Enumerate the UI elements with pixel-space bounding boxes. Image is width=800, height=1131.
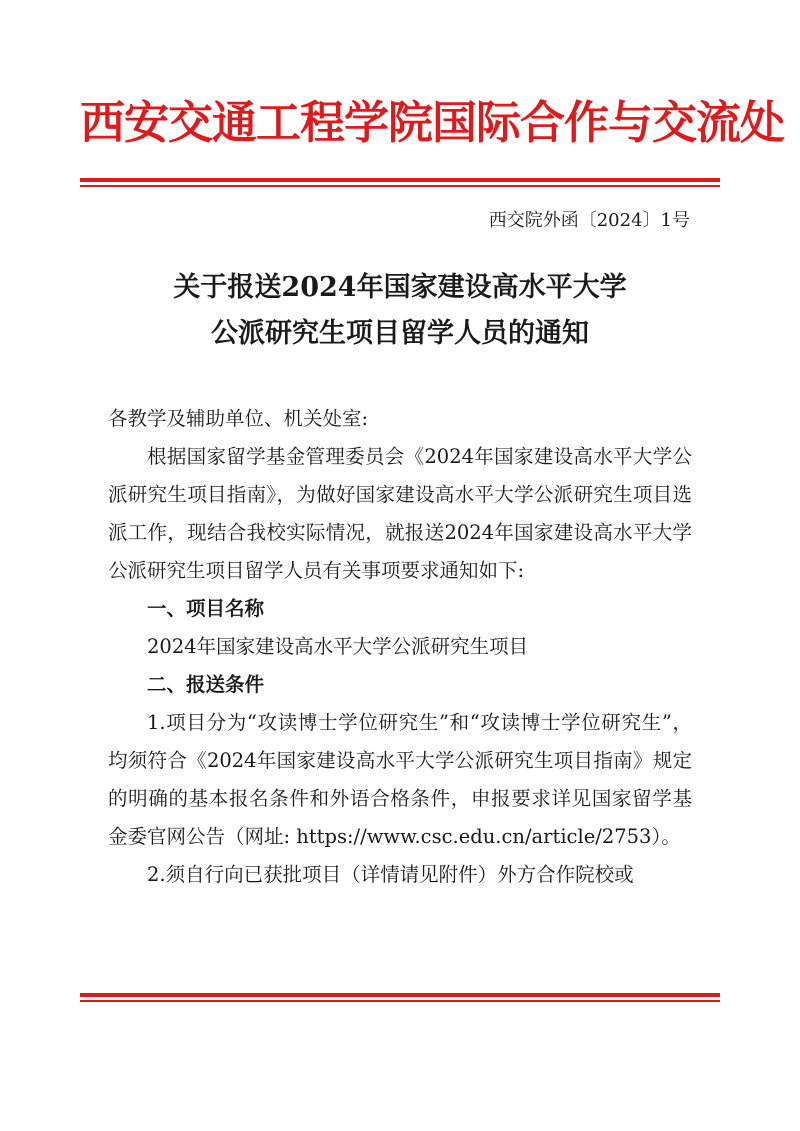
- document-title-line-1: 关于报送2024年国家建设高水平大学: [173, 272, 627, 303]
- salutation: 各教学及辅助单位、机关处室:: [108, 407, 369, 430]
- header-red-rule-thick: [80, 178, 720, 182]
- document-title-line-2: 公派研究生项目留学人员的通知: [211, 318, 589, 349]
- project-name-text: 2024年国家建设高水平大学公派研究生项目: [147, 635, 529, 658]
- letterhead-org-name: 西安交通工程学院国际合作与交流处: [80, 96, 785, 149]
- section-heading-conditions: 二、报送条件: [147, 673, 265, 696]
- footer-red-rule-thin: [80, 1000, 720, 1002]
- intro-paragraph: 根据国家留学基金管理委员会《2024年国家建设高水平大学公派研究生项目指南》，为做好国家建设高水平大学公派研究生项目选派工作，现结合我校实际情况，就报送2024年国家建设高水平大学公派研究生项目留学人员有关事项要求通知如下:: [108, 445, 692, 582]
- condition-item-2: 2.须自行向已获批项目（详情请见附件）外方合作院校或: [147, 863, 634, 886]
- section-heading-project-name: 一、项目名称: [147, 597, 265, 620]
- document-body: [108, 400, 692, 894]
- document-number: 西交院外函〔2024〕1号: [488, 210, 690, 231]
- condition-item-1: 1.项目分为“攻读博士学位研究生”和“攻读博士学位研究生”，均须符合《2024年国家建设高水平大学公派研究生项目指南》规定的明确的基本报名条件和外语合格条件，申报要求详见国家留学基金委官网公告（网址: https://www.csc.edu.cn/article/2753）。: [108, 711, 692, 848]
- header-red-rule-thin: [80, 185, 720, 187]
- footer-red-rule-thick: [80, 993, 720, 997]
